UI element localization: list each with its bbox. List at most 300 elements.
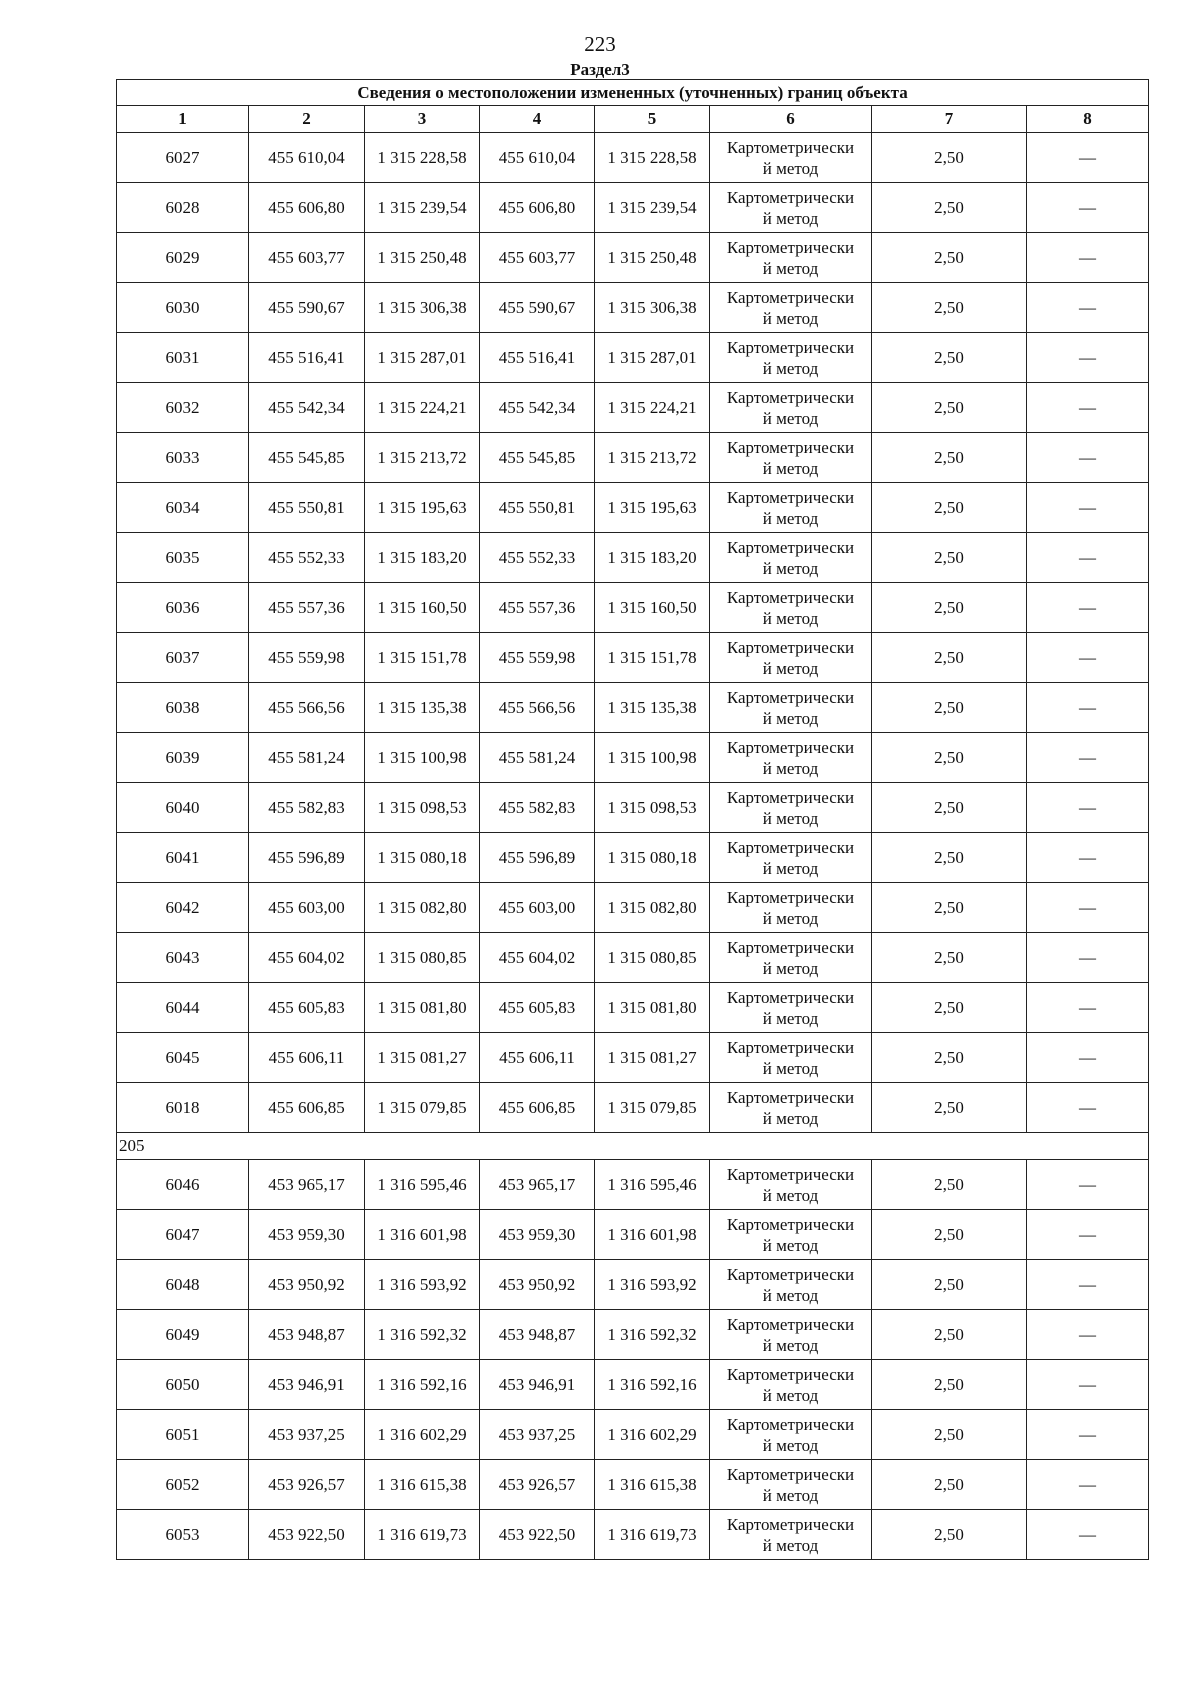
accuracy-value: 2,50 xyxy=(872,1033,1027,1083)
x-coordinate-new: 453 922,50 xyxy=(480,1510,595,1560)
x-coordinate-new: 455 582,83 xyxy=(480,783,595,833)
x-coordinate-new: 455 542,34 xyxy=(480,383,595,433)
method-text-line-1: Картометрически xyxy=(726,1214,855,1234)
description-dash: — xyxy=(1027,533,1149,583)
table-row xyxy=(117,133,1149,183)
group-row xyxy=(117,1133,1149,1160)
method-text-line-2: й метод xyxy=(762,358,819,378)
method-cell xyxy=(710,1360,872,1410)
x-coordinate-new: 455 581,24 xyxy=(480,733,595,783)
table-row xyxy=(117,983,1149,1033)
method-text-line-2: й метод xyxy=(762,658,819,678)
description-dash: — xyxy=(1027,1033,1149,1083)
table-title: Сведения о местоположении измененных (уточненных) границ объекта xyxy=(117,80,1149,106)
description-dash: — xyxy=(1027,1210,1149,1260)
method-text-line-1: Картометрически xyxy=(726,1037,855,1057)
table-row xyxy=(117,1510,1149,1560)
point-number: 6027 xyxy=(117,133,249,183)
y-coordinate: 1 316 592,16 xyxy=(365,1360,480,1410)
point-number: 6043 xyxy=(117,933,249,983)
table-row xyxy=(117,883,1149,933)
method-cell xyxy=(710,133,872,183)
point-number: 6031 xyxy=(117,333,249,383)
point-number: 6038 xyxy=(117,683,249,733)
y-coordinate: 1 315 195,63 xyxy=(365,483,480,533)
method-text-line-1: Картометрически xyxy=(726,387,855,407)
description-dash: — xyxy=(1027,383,1149,433)
method-text-line-2: й метод xyxy=(762,408,819,428)
y-coordinate: 1 315 082,80 xyxy=(365,883,480,933)
x-coordinate-new: 455 516,41 xyxy=(480,333,595,383)
description-dash: — xyxy=(1027,233,1149,283)
point-number: 6042 xyxy=(117,883,249,933)
method-text-line-2: й метод xyxy=(762,458,819,478)
description-dash: — xyxy=(1027,883,1149,933)
point-number: 6029 xyxy=(117,233,249,283)
description-dash: — xyxy=(1027,833,1149,883)
point-number: 6039 xyxy=(117,733,249,783)
x-coordinate: 453 922,50 xyxy=(249,1510,365,1560)
table-row xyxy=(117,633,1149,683)
table-row xyxy=(117,1160,1149,1210)
method-text-line-1: Картометрически xyxy=(726,837,855,857)
accuracy-value: 2,50 xyxy=(872,333,1027,383)
x-coordinate-new: 455 606,85 xyxy=(480,1083,595,1133)
description-dash: — xyxy=(1027,483,1149,533)
method-text-line-2: й метод xyxy=(762,1008,819,1028)
method-text-line-2: й метод xyxy=(762,308,819,328)
y-coordinate-new: 1 316 601,98 xyxy=(595,1210,710,1260)
table-row xyxy=(117,1410,1149,1460)
x-coordinate-new: 455 604,02 xyxy=(480,933,595,983)
method-text-line-2: й метод xyxy=(762,808,819,828)
method-text-line-2: й метод xyxy=(762,858,819,878)
y-coordinate-new: 1 315 100,98 xyxy=(595,733,710,783)
point-number: 6050 xyxy=(117,1360,249,1410)
description-dash: — xyxy=(1027,1310,1149,1360)
method-text-line-1: Картометрически xyxy=(726,787,855,807)
method-text-line-1: Картометрически xyxy=(726,637,855,657)
method-text-line-1: Картометрически xyxy=(726,237,855,257)
method-text-line-2: й метод xyxy=(762,908,819,928)
x-coordinate: 453 950,92 xyxy=(249,1260,365,1310)
x-coordinate-new: 453 946,91 xyxy=(480,1360,595,1410)
accuracy-value: 2,50 xyxy=(872,733,1027,783)
y-coordinate: 1 315 100,98 xyxy=(365,733,480,783)
method-cell xyxy=(710,333,872,383)
y-coordinate: 1 315 080,85 xyxy=(365,933,480,983)
x-coordinate-new: 455 610,04 xyxy=(480,133,595,183)
point-number: 6041 xyxy=(117,833,249,883)
point-number: 6053 xyxy=(117,1510,249,1560)
table-header-row xyxy=(117,106,1149,133)
accuracy-value: 2,50 xyxy=(872,233,1027,283)
y-coordinate-new: 1 315 306,38 xyxy=(595,283,710,333)
table-row xyxy=(117,1083,1149,1133)
table-row xyxy=(117,1310,1149,1360)
point-number: 6045 xyxy=(117,1033,249,1083)
method-cell xyxy=(710,283,872,333)
point-number: 6044 xyxy=(117,983,249,1033)
y-coordinate-new: 1 315 213,72 xyxy=(595,433,710,483)
column-header: 6 xyxy=(710,106,872,133)
column-header: 7 xyxy=(872,106,1027,133)
method-cell xyxy=(710,1460,872,1510)
y-coordinate-new: 1 315 250,48 xyxy=(595,233,710,283)
x-coordinate: 455 590,67 xyxy=(249,283,365,333)
accuracy-value: 2,50 xyxy=(872,983,1027,1033)
method-text-line-2: й метод xyxy=(762,1108,819,1128)
accuracy-value: 2,50 xyxy=(872,383,1027,433)
description-dash: — xyxy=(1027,133,1149,183)
table-row xyxy=(117,283,1149,333)
x-coordinate-new: 453 965,17 xyxy=(480,1160,595,1210)
y-coordinate: 1 315 287,01 xyxy=(365,333,480,383)
method-cell xyxy=(710,1033,872,1083)
x-coordinate-new: 453 926,57 xyxy=(480,1460,595,1510)
table-row xyxy=(117,933,1149,983)
point-number: 6018 xyxy=(117,1083,249,1133)
table-row xyxy=(117,783,1149,833)
method-cell xyxy=(710,1310,872,1360)
method-cell xyxy=(710,883,872,933)
accuracy-value: 2,50 xyxy=(872,533,1027,583)
method-text-line-2: й метод xyxy=(762,258,819,278)
method-cell xyxy=(710,583,872,633)
column-header: 3 xyxy=(365,106,480,133)
y-coordinate: 1 315 081,80 xyxy=(365,983,480,1033)
method-text-line-1: Картометрически xyxy=(726,1087,855,1107)
x-coordinate-new: 455 606,11 xyxy=(480,1033,595,1083)
point-number: 6048 xyxy=(117,1260,249,1310)
accuracy-value: 2,50 xyxy=(872,283,1027,333)
method-cell xyxy=(710,633,872,683)
method-cell xyxy=(710,1410,872,1460)
accuracy-value: 2,50 xyxy=(872,783,1027,833)
method-text-line-1: Картометрически xyxy=(726,737,855,757)
point-number: 6033 xyxy=(117,433,249,483)
point-number: 6030 xyxy=(117,283,249,333)
point-number: 6052 xyxy=(117,1460,249,1510)
description-dash: — xyxy=(1027,433,1149,483)
method-cell xyxy=(710,1160,872,1210)
method-text-line-1: Картометрически xyxy=(726,1414,855,1434)
y-coordinate: 1 315 250,48 xyxy=(365,233,480,283)
accuracy-value: 2,50 xyxy=(872,883,1027,933)
description-dash: — xyxy=(1027,1360,1149,1410)
description-dash: — xyxy=(1027,1510,1149,1560)
point-number: 6046 xyxy=(117,1160,249,1210)
accuracy-value: 2,50 xyxy=(872,583,1027,633)
accuracy-value: 2,50 xyxy=(872,683,1027,733)
y-coordinate-new: 1 315 183,20 xyxy=(595,533,710,583)
column-header: 1 xyxy=(117,106,249,133)
method-cell xyxy=(710,383,872,433)
method-text-line-2: й метод xyxy=(762,958,819,978)
accuracy-value: 2,50 xyxy=(872,1460,1027,1510)
y-coordinate: 1 316 602,29 xyxy=(365,1410,480,1460)
method-text-line-1: Картометрически xyxy=(726,137,855,157)
x-coordinate-new: 453 959,30 xyxy=(480,1210,595,1260)
table-row xyxy=(117,1260,1149,1310)
x-coordinate: 455 559,98 xyxy=(249,633,365,683)
accuracy-value: 2,50 xyxy=(872,1210,1027,1260)
y-coordinate: 1 316 601,98 xyxy=(365,1210,480,1260)
method-text-line-1: Картометрически xyxy=(726,1514,855,1534)
y-coordinate: 1 316 615,38 xyxy=(365,1460,480,1510)
description-dash: — xyxy=(1027,1260,1149,1310)
y-coordinate: 1 315 239,54 xyxy=(365,183,480,233)
x-coordinate: 453 965,17 xyxy=(249,1160,365,1210)
column-header: 2 xyxy=(249,106,365,133)
x-coordinate-new: 455 590,67 xyxy=(480,283,595,333)
description-dash: — xyxy=(1027,733,1149,783)
x-coordinate: 455 581,24 xyxy=(249,733,365,783)
x-coordinate: 455 603,00 xyxy=(249,883,365,933)
method-text-line-1: Картометрически xyxy=(726,287,855,307)
x-coordinate-new: 455 566,56 xyxy=(480,683,595,733)
x-coordinate: 455 552,33 xyxy=(249,533,365,583)
group-label: 205 xyxy=(117,1133,1149,1160)
y-coordinate: 1 315 224,21 xyxy=(365,383,480,433)
method-text-line-2: й метод xyxy=(762,1485,819,1505)
y-coordinate-new: 1 315 239,54 xyxy=(595,183,710,233)
description-dash: — xyxy=(1027,783,1149,833)
y-coordinate-new: 1 315 079,85 xyxy=(595,1083,710,1133)
description-dash: — xyxy=(1027,333,1149,383)
x-coordinate: 455 606,11 xyxy=(249,1033,365,1083)
table-row xyxy=(117,583,1149,633)
y-coordinate: 1 315 160,50 xyxy=(365,583,480,633)
x-coordinate-new: 453 937,25 xyxy=(480,1410,595,1460)
x-coordinate-new: 455 605,83 xyxy=(480,983,595,1033)
method-cell xyxy=(710,683,872,733)
method-text-line-1: Картометрически xyxy=(726,1264,855,1284)
point-number: 6034 xyxy=(117,483,249,533)
method-text-line-2: й метод xyxy=(762,1285,819,1305)
table-row xyxy=(117,233,1149,283)
x-coordinate: 455 604,02 xyxy=(249,933,365,983)
accuracy-value: 2,50 xyxy=(872,183,1027,233)
x-coordinate: 455 606,85 xyxy=(249,1083,365,1133)
point-number: 6036 xyxy=(117,583,249,633)
method-text-line-2: й метод xyxy=(762,1335,819,1355)
method-text-line-1: Картометрически xyxy=(726,587,855,607)
x-coordinate-new: 455 550,81 xyxy=(480,483,595,533)
method-cell xyxy=(710,1510,872,1560)
y-coordinate: 1 315 098,53 xyxy=(365,783,480,833)
y-coordinate: 1 315 306,38 xyxy=(365,283,480,333)
x-coordinate: 453 946,91 xyxy=(249,1360,365,1410)
coordinates-table xyxy=(116,79,1149,1560)
method-cell xyxy=(710,833,872,883)
method-text-line-2: й метод xyxy=(762,1235,819,1255)
method-text-line-1: Картометрически xyxy=(726,937,855,957)
x-coordinate-new: 455 559,98 xyxy=(480,633,595,683)
y-coordinate: 1 315 183,20 xyxy=(365,533,480,583)
y-coordinate: 1 315 135,38 xyxy=(365,683,480,733)
y-coordinate: 1 315 080,18 xyxy=(365,833,480,883)
method-cell xyxy=(710,483,872,533)
accuracy-value: 2,50 xyxy=(872,1360,1027,1410)
description-dash: — xyxy=(1027,583,1149,633)
x-coordinate: 453 948,87 xyxy=(249,1310,365,1360)
column-header: 5 xyxy=(595,106,710,133)
accuracy-value: 2,50 xyxy=(872,933,1027,983)
method-cell xyxy=(710,1210,872,1260)
method-text-line-1: Картометрически xyxy=(726,537,855,557)
description-dash: — xyxy=(1027,933,1149,983)
table-row xyxy=(117,683,1149,733)
y-coordinate-new: 1 315 287,01 xyxy=(595,333,710,383)
method-text-line-2: й метод xyxy=(762,158,819,178)
method-cell xyxy=(710,733,872,783)
method-text-line-1: Картометрически xyxy=(726,987,855,1007)
table-row xyxy=(117,733,1149,783)
x-coordinate-new: 455 606,80 xyxy=(480,183,595,233)
y-coordinate: 1 316 619,73 xyxy=(365,1510,480,1560)
point-number: 6051 xyxy=(117,1410,249,1460)
method-text-line-1: Картометрически xyxy=(726,1314,855,1334)
y-coordinate-new: 1 316 592,16 xyxy=(595,1360,710,1410)
x-coordinate: 455 542,34 xyxy=(249,383,365,433)
y-coordinate-new: 1 316 619,73 xyxy=(595,1510,710,1560)
method-text-line-2: й метод xyxy=(762,208,819,228)
table-row xyxy=(117,433,1149,483)
x-coordinate: 455 550,81 xyxy=(249,483,365,533)
accuracy-value: 2,50 xyxy=(872,133,1027,183)
y-coordinate-new: 1 315 098,53 xyxy=(595,783,710,833)
description-dash: — xyxy=(1027,1083,1149,1133)
y-coordinate-new: 1 315 224,21 xyxy=(595,383,710,433)
y-coordinate-new: 1 315 081,27 xyxy=(595,1033,710,1083)
method-text-line-2: й метод xyxy=(762,508,819,528)
y-coordinate-new: 1 315 195,63 xyxy=(595,483,710,533)
table-row xyxy=(117,483,1149,533)
x-coordinate: 455 566,56 xyxy=(249,683,365,733)
method-text-line-2: й метод xyxy=(762,1185,819,1205)
description-dash: — xyxy=(1027,283,1149,333)
method-text-line-1: Картометрически xyxy=(726,337,855,357)
method-text-line-1: Картометрически xyxy=(726,687,855,707)
y-coordinate-new: 1 315 135,38 xyxy=(595,683,710,733)
accuracy-value: 2,50 xyxy=(872,1260,1027,1310)
point-number: 6047 xyxy=(117,1210,249,1260)
method-cell xyxy=(710,533,872,583)
x-coordinate: 455 557,36 xyxy=(249,583,365,633)
y-coordinate: 1 315 079,85 xyxy=(365,1083,480,1133)
x-coordinate-new: 455 552,33 xyxy=(480,533,595,583)
page-number: 223 xyxy=(584,32,616,56)
table-title-row xyxy=(117,80,1149,106)
method-cell xyxy=(710,983,872,1033)
table-row xyxy=(117,183,1149,233)
x-coordinate-new: 455 557,36 xyxy=(480,583,595,633)
method-text-line-1: Картометрически xyxy=(726,1464,855,1484)
method-text-line-2: й метод xyxy=(762,1535,819,1555)
x-coordinate: 455 545,85 xyxy=(249,433,365,483)
method-text-line-2: й метод xyxy=(762,758,819,778)
y-coordinate-new: 1 315 082,80 xyxy=(595,883,710,933)
x-coordinate: 455 516,41 xyxy=(249,333,365,383)
method-cell xyxy=(710,1083,872,1133)
method-text-line-1: Картометрически xyxy=(726,1164,855,1184)
method-cell xyxy=(710,233,872,283)
point-number: 6049 xyxy=(117,1310,249,1360)
table-row xyxy=(117,533,1149,583)
method-text-line-1: Картометрически xyxy=(726,887,855,907)
point-number: 6035 xyxy=(117,533,249,583)
accuracy-value: 2,50 xyxy=(872,633,1027,683)
y-coordinate-new: 1 316 615,38 xyxy=(595,1460,710,1510)
table-row xyxy=(117,333,1149,383)
table-row xyxy=(117,1460,1149,1510)
method-text-line-1: Картометрически xyxy=(726,487,855,507)
x-coordinate-new: 455 596,89 xyxy=(480,833,595,883)
method-cell xyxy=(710,933,872,983)
accuracy-value: 2,50 xyxy=(872,1160,1027,1210)
accuracy-value: 2,50 xyxy=(872,433,1027,483)
point-number: 6037 xyxy=(117,633,249,683)
description-dash: — xyxy=(1027,1160,1149,1210)
accuracy-value: 2,50 xyxy=(872,483,1027,533)
method-text-line-2: й метод xyxy=(762,558,819,578)
x-coordinate: 455 596,89 xyxy=(249,833,365,883)
y-coordinate: 1 315 213,72 xyxy=(365,433,480,483)
y-coordinate-new: 1 315 228,58 xyxy=(595,133,710,183)
description-dash: — xyxy=(1027,1460,1149,1510)
accuracy-value: 2,50 xyxy=(872,1510,1027,1560)
point-number: 6032 xyxy=(117,383,249,433)
description-dash: — xyxy=(1027,183,1149,233)
method-text-line-2: й метод xyxy=(762,1058,819,1078)
point-number: 6040 xyxy=(117,783,249,833)
table-row xyxy=(117,833,1149,883)
x-coordinate-new: 455 603,77 xyxy=(480,233,595,283)
y-coordinate: 1 316 593,92 xyxy=(365,1260,480,1310)
table-row xyxy=(117,1033,1149,1083)
method-text-line-1: Картометрически xyxy=(726,187,855,207)
description-dash: — xyxy=(1027,1410,1149,1460)
table-row xyxy=(117,1210,1149,1260)
method-cell xyxy=(710,1260,872,1310)
section-label: Раздел3 xyxy=(570,60,630,79)
accuracy-value: 2,50 xyxy=(872,1310,1027,1360)
description-dash: — xyxy=(1027,633,1149,683)
description-dash: — xyxy=(1027,983,1149,1033)
y-coordinate: 1 316 595,46 xyxy=(365,1160,480,1210)
y-coordinate-new: 1 315 151,78 xyxy=(595,633,710,683)
x-coordinate: 453 926,57 xyxy=(249,1460,365,1510)
y-coordinate-new: 1 316 595,46 xyxy=(595,1160,710,1210)
y-coordinate-new: 1 316 602,29 xyxy=(595,1410,710,1460)
table-row xyxy=(117,383,1149,433)
x-coordinate: 455 605,83 xyxy=(249,983,365,1033)
x-coordinate: 455 603,77 xyxy=(249,233,365,283)
method-cell xyxy=(710,783,872,833)
y-coordinate-new: 1 315 081,80 xyxy=(595,983,710,1033)
x-coordinate: 455 610,04 xyxy=(249,133,365,183)
method-text-line-1: Картометрически xyxy=(726,437,855,457)
x-coordinate: 453 937,25 xyxy=(249,1410,365,1460)
method-cell xyxy=(710,433,872,483)
description-dash: — xyxy=(1027,683,1149,733)
x-coordinate-new: 455 545,85 xyxy=(480,433,595,483)
y-coordinate-new: 1 316 593,92 xyxy=(595,1260,710,1310)
x-coordinate: 455 606,80 xyxy=(249,183,365,233)
x-coordinate: 453 959,30 xyxy=(249,1210,365,1260)
accuracy-value: 2,50 xyxy=(872,833,1027,883)
